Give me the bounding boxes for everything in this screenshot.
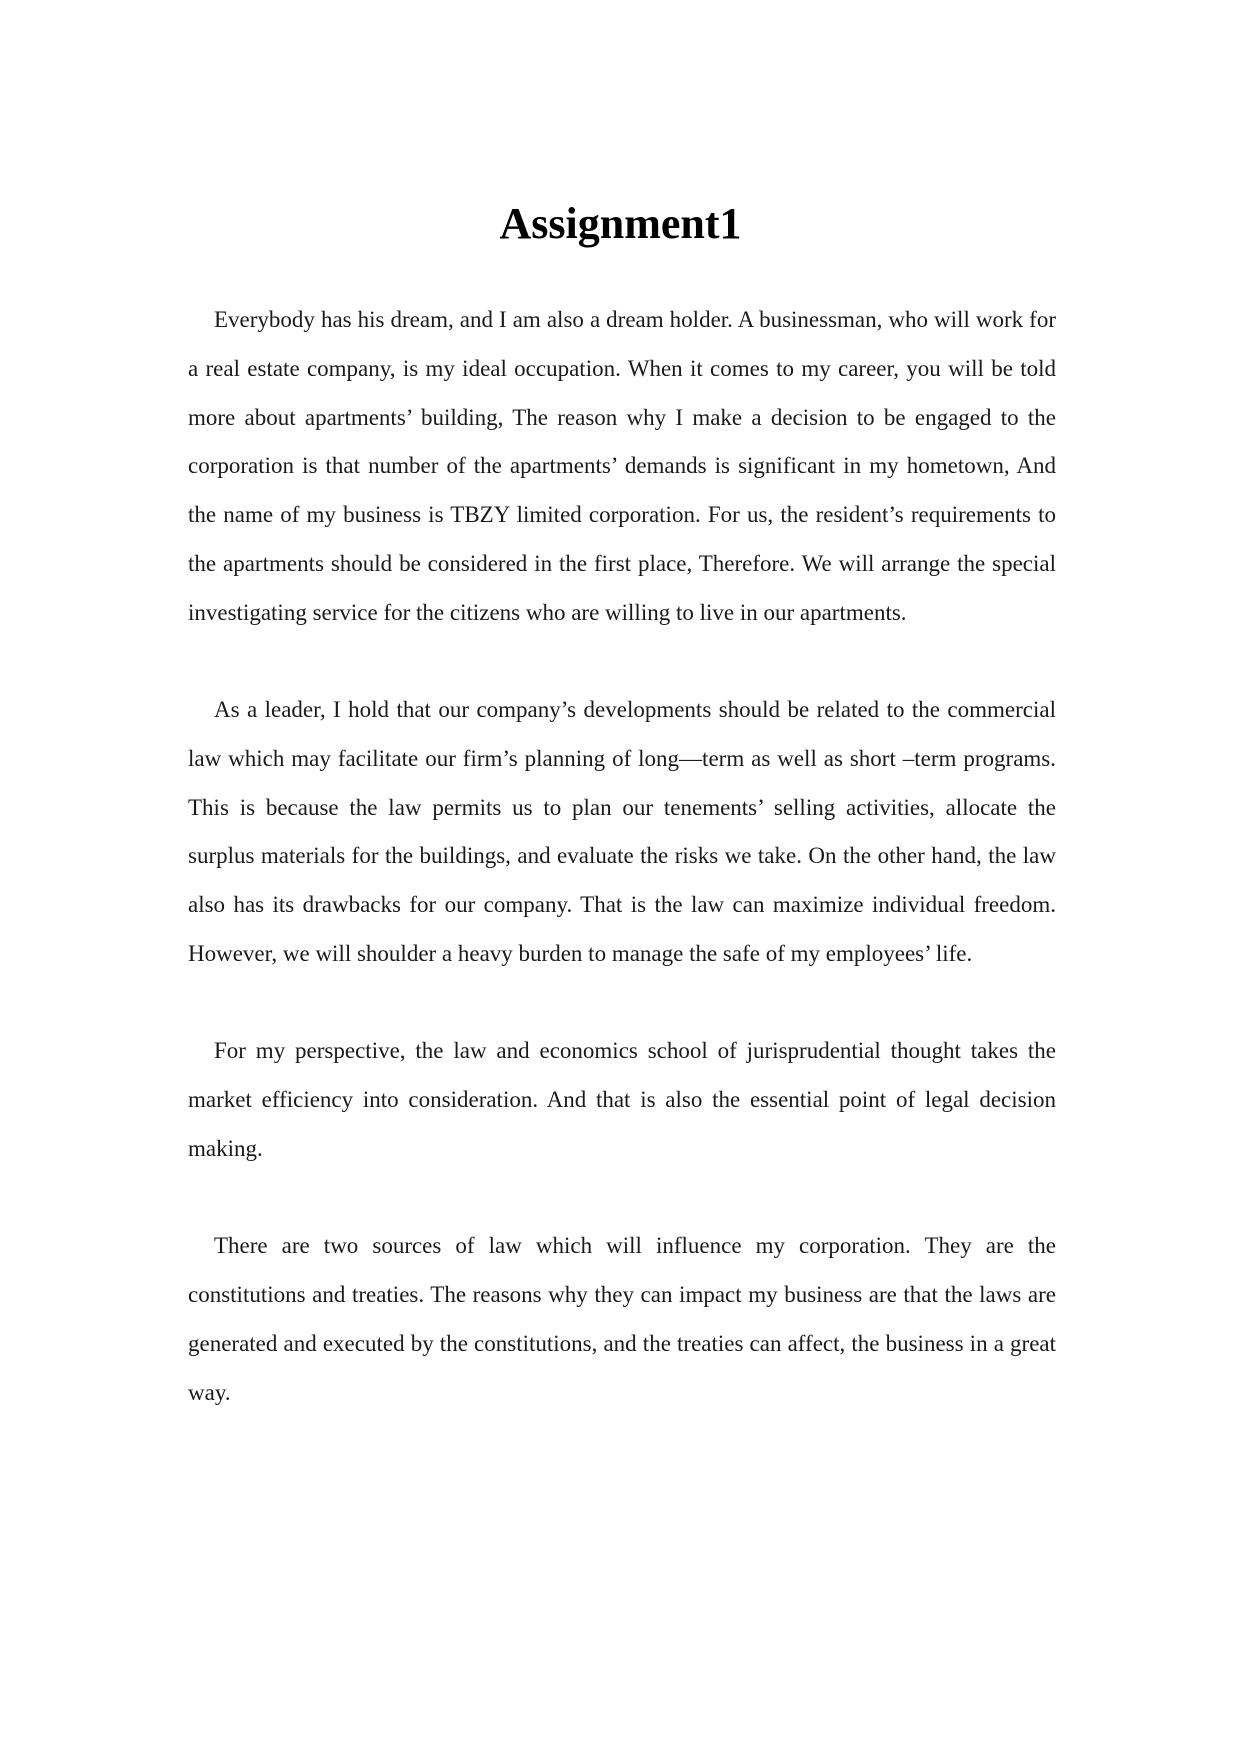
paragraph-dream: Everybody has his dream, and I am also a dream holder. A businessman, who will work for a real estate company, is my ideal occupation. When it comes to my career, you will be told more about apartments’ building, The reason why I make a decision to be engaged to the corporation is that number of the apartments’ demands is significant in my hometown, And the name of my business is TBZY limited corporation. For us, the resident’s requirements to the apartments should be considered in the first place, Therefore. We will arrange the special investigating service for the citizens who are willing to live in our apartments. bbox=[188, 307, 1056, 625]
paragraph-perspective: For my perspective, the law and economics school of jurisprudential thought takes the market efficiency into consideration. And that is also the essential point of legal decision making. bbox=[188, 1038, 1056, 1161]
paragraph-sources-of-law: There are two sources of law which will influence my corporation. They are the constitutions and treaties. The reasons why they can impact my business are that the laws are generated and executed by the constitutions, and the treaties can affect, the business in a great way. bbox=[188, 1233, 1056, 1405]
document-title: Assignment1 bbox=[499, 199, 742, 248]
document-body bbox=[188, 296, 1056, 1417]
paragraph-commercial-law: As a leader, I hold that our company’s developments should be related to the commercial law which may facilitate our firm’s planning of long—term as well as short –term programs. This is because the law permits us to plan our tenements’ selling activities, allocate the surplus materials for the buildings, and evaluate the risks we take. On the other hand, the law also has its drawbacks for our company. That is the law can maximize individual freedom. However, we will shoulder a heavy burden to manage the safe of my employees’ life. bbox=[188, 697, 1056, 966]
